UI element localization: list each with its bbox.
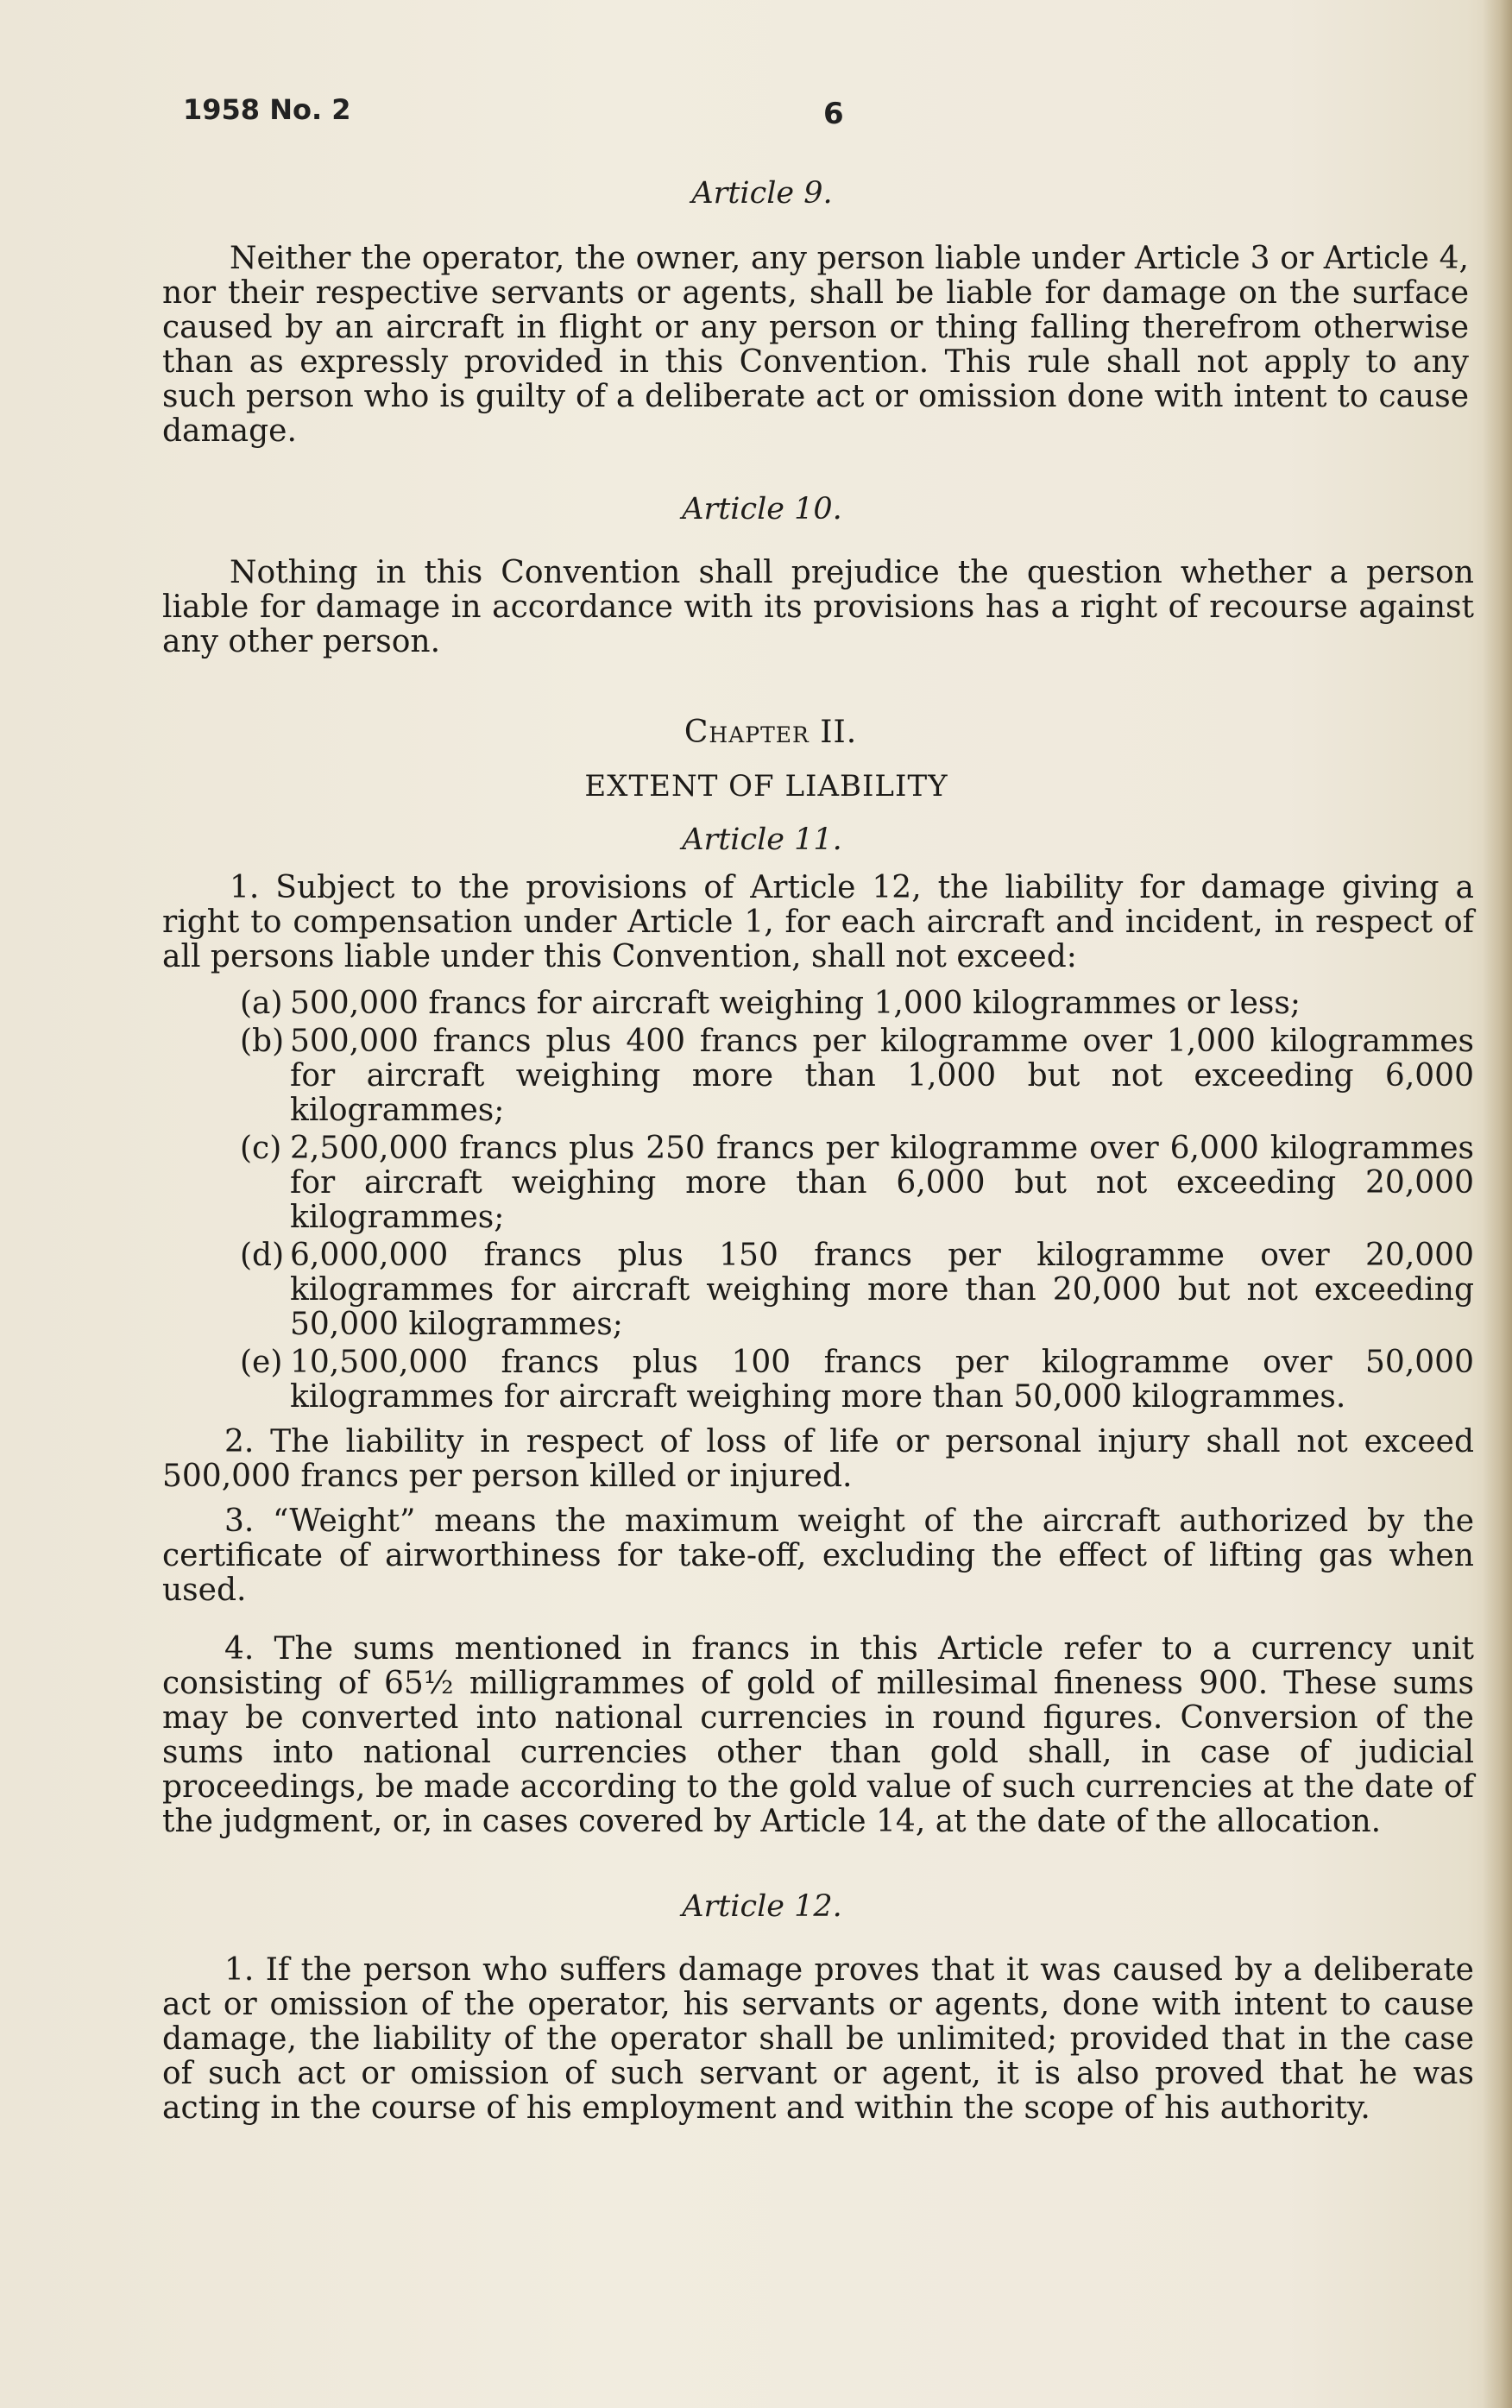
article-10-text: Nothing in this Convention shall prejudice the question whether a person liable for damage in accordance with its provisions has a right of recourse against any other person. — [162, 555, 1474, 659]
list-item — [162, 1132, 1474, 1235]
document-body — [162, 171, 1474, 2126]
list-item-label: (e) — [240, 1345, 283, 1380]
article-11-paragraph-2: 2. The liability in respect of loss of life or personal injury shall not exceed 500,000 francs per person killed or injured. — [162, 1424, 1474, 1494]
page-header — [183, 93, 1305, 136]
article-9-title: Article 9. — [691, 176, 833, 211]
article-9-text: Neither the operator, the owner, any person liable under Article 3 or Article 4, nor their respective servants or agents, shall be liable for damage on the surface caused by an aircraft in flight or any person or thing falling therefrom otherwise than as expressly provided in this Convention. This rule shall not apply to any such person who is guilty of a deliberate act or omission done with intent to cause damage. — [162, 241, 1469, 449]
article-11-paragraph-3: 3. “Weight” means the maximum weight of the aircraft authorized by the certificate of airworthiness for take-off, excluding the effect of lifting gas when used. — [162, 1503, 1474, 1608]
list-item — [162, 1346, 1474, 1415]
list-item-label: (d) — [240, 1238, 285, 1273]
list-item-text: 2,500,000 francs plus 250 francs per kilogramme over 6,000 kilogrammes for aircraft weighing more than 6,000 but not exceeding 20,000 kilogrammes; — [290, 1131, 1474, 1235]
header-reference: 1958 No. 2 — [183, 93, 351, 126]
article-12-paragraph-1: 1. If the person who suffers damage proves that it was caused by a deliberate act or omission of the operator, his servants or agents, done with intent to cause damage, the liability of the operator shall be unlimited; provided that in the case of such act or omission of such servant or agent, it is also proved that he was acting in the course of his employment and within the scope of his authority. — [162, 1952, 1474, 2126]
list-item — [162, 987, 1474, 1021]
article-11-title: Article 11. — [682, 823, 842, 857]
list-item — [162, 1239, 1474, 1342]
list-item-text: 500,000 francs for aircraft weighing 1,000 kilogrammes or less; — [290, 986, 1301, 1021]
list-item-label: (b) — [240, 1024, 285, 1059]
chapter-subheading: EXTENT OF LIABILITY — [584, 769, 948, 804]
list-item-text: 6,000,000 francs plus 150 francs per kilogramme over 20,000 kilogrammes for aircraft weighing more than 20,000 but not exceeding 50,000 kilogrammes; — [290, 1238, 1474, 1342]
page-edge-shadow — [1483, 0, 1512, 2408]
list-item-label: (a) — [240, 986, 283, 1021]
chapter-heading: Chapter II. — [684, 715, 858, 750]
article-12-title: Article 12. — [682, 1889, 842, 1924]
list-item-label: (c) — [240, 1131, 282, 1166]
page-number: 6 — [823, 97, 844, 131]
article-11-list — [162, 987, 1474, 1415]
list-item — [162, 1024, 1474, 1128]
article-11-paragraph-1: 1. Subject to the provisions of Article 12, the liability for damage giving a right to compensation under Article 1, for each aircraft and incident, in respect of all persons liable under this Convention, shall not exceed: — [162, 870, 1474, 974]
list-item-text: 10,500,000 francs plus 100 francs per kilogramme over 50,000 kilogrammes for aircraft weighing more than 50,000 kilogrammes. — [290, 1345, 1474, 1415]
list-item-text: 500,000 francs plus 400 francs per kilogramme over 1,000 kilogrammes for aircraft weighing more than 1,000 but not exceeding 6,000 kilogrammes; — [290, 1024, 1474, 1128]
article-11-paragraph-4: 4. The sums mentioned in francs in this Article refer to a currency unit consisting of 65½ milligrammes of gold of millesimal fineness 900. These sums may be converted into national currencies in round figures. Conversion of the sums into national currencies other than gold shall, in case of judicial proceedings, be made according to the gold value of such currencies at the date of the judgment, or, in cases covered by Article 14, at the date of the allocation. — [162, 1631, 1474, 1839]
article-10-title: Article 10. — [682, 492, 842, 526]
